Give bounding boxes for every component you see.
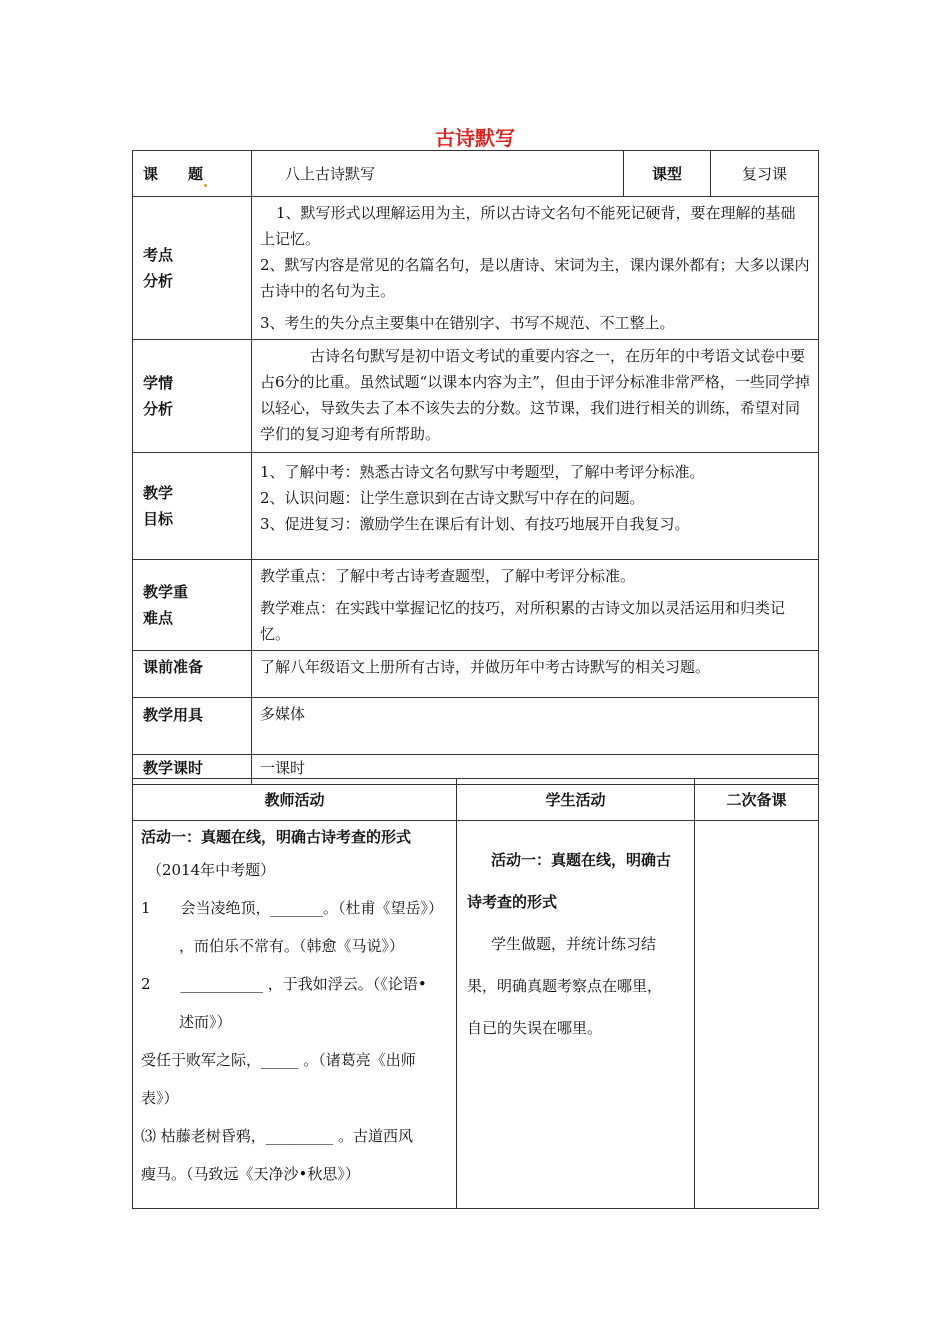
- teacher-line: 2 ___________ ，于我如浮云。（《论语•: [141, 975, 427, 993]
- header-teacher: 教师活动: [133, 779, 457, 821]
- points-item-3: 3、考生的失分点主要集中在错别字、书写不规范、不工整上。: [260, 314, 675, 332]
- activity-table: [132, 778, 819, 1209]
- tools-label: 教学用具: [133, 698, 252, 755]
- situation-label: 学情 分析: [133, 340, 252, 453]
- topic-value: 八上古诗默写: [252, 151, 624, 197]
- prep-value: 了解八年级语文上册所有古诗，并做历年中考古诗默写的相关习题。: [252, 651, 819, 698]
- student-line: 果，明确真题考察点在哪里，: [467, 977, 663, 995]
- document-title: 古诗默写: [435, 126, 515, 150]
- header-notes: 二次备课: [695, 779, 819, 821]
- teacher-activity: [133, 821, 457, 1209]
- points-label: 考点 分析: [133, 197, 252, 340]
- student-line: 自已的失误在哪里。: [467, 1019, 603, 1037]
- type-label: 课型: [624, 151, 711, 197]
- teacher-line: 1 会当凌绝顶，_______。（杜甫《望岳》）: [141, 899, 444, 917]
- teacher-line: 述而》）: [179, 1013, 232, 1031]
- tools-value: 多媒体: [252, 698, 819, 755]
- teacher-line: ⑶ 枯藤老树昏鸦，_________ 。古道西风: [141, 1127, 414, 1145]
- keys-content: [252, 560, 819, 651]
- goals-content: [252, 453, 819, 560]
- points-content: [252, 197, 819, 340]
- student-heading-1: 活动一：真题在线，明确古: [491, 851, 672, 869]
- teacher-line: 瘦马。（马致远《天净沙•秋思》）: [141, 1165, 360, 1183]
- student-heading-2: 诗考查的形式: [467, 893, 558, 911]
- keys-label: 教学重 难点: [133, 560, 252, 651]
- goal-item-1: 1、了解中考：熟悉古诗文名句默写中考题型，了解中考评分标准。: [260, 463, 705, 481]
- prep-label: 课前准备: [133, 651, 252, 698]
- teacher-line: 受任于败军之际，_____ 。（诸葛亮《出师: [141, 1051, 416, 1069]
- teacher-heading: 活动一：真题在线，明确古诗考查的形式: [141, 828, 412, 846]
- teacher-line: 表》）: [141, 1089, 179, 1107]
- type-value: 复习课: [711, 151, 819, 197]
- points-item-1: 1、默写形式以理解运用为主，所以古诗文名句不能死记硬背，要在理解的基础上记忆。: [260, 204, 796, 248]
- student-activity: [457, 821, 695, 1209]
- notes-cell: [695, 821, 819, 1209]
- points-item-2: 2、默写内容是常见的名篇名句，是以唐诗、宋词为主，课内课外都有；大多以课内古诗中的名句为主。: [260, 256, 810, 300]
- key-difficulty: 教学难点：在实践中掌握记忆的技巧，对所积累的古诗文加以灵活运用和归类记忆。: [260, 599, 786, 643]
- header-student: 学生活动: [457, 779, 695, 821]
- lesson-plan-table: [132, 150, 819, 785]
- situation-text: 古诗名句默写是初中语文考试的重要内容之一，在历年的中考语文试卷中要占6分的比重。虽然试题“以课本内容为主”，但由于评分标准非常严格，一些同学掉以轻心，导致失去了本不该失去的分数。这节课，我们进行相关的训练，希望对同学们的复习迎考有所帮助。: [260, 347, 810, 443]
- key-point: 教学重点：了解中考古诗考查题型，了解中考评分标准。: [260, 567, 636, 585]
- topic-label: 课 题: [133, 151, 252, 197]
- teacher-line: （2014年中考题）: [147, 861, 276, 879]
- teacher-line: ，而伯乐不常有。（韩愈《马说》）: [179, 937, 405, 955]
- goal-item-2: 2、认识问题：让学生意识到在古诗文默写中存在的问题。: [260, 489, 645, 507]
- hours-value: 一课时: [252, 755, 819, 785]
- student-line: 学生做题，并统计练习结: [491, 935, 657, 953]
- goals-label: 教学 目标: [133, 453, 252, 560]
- hours-label: 教学课时: [133, 755, 252, 785]
- goal-item-3: 3、促进复习：激励学生在课后有计划、有技巧地展开自我复习。: [260, 515, 690, 533]
- situation-content: [252, 340, 819, 453]
